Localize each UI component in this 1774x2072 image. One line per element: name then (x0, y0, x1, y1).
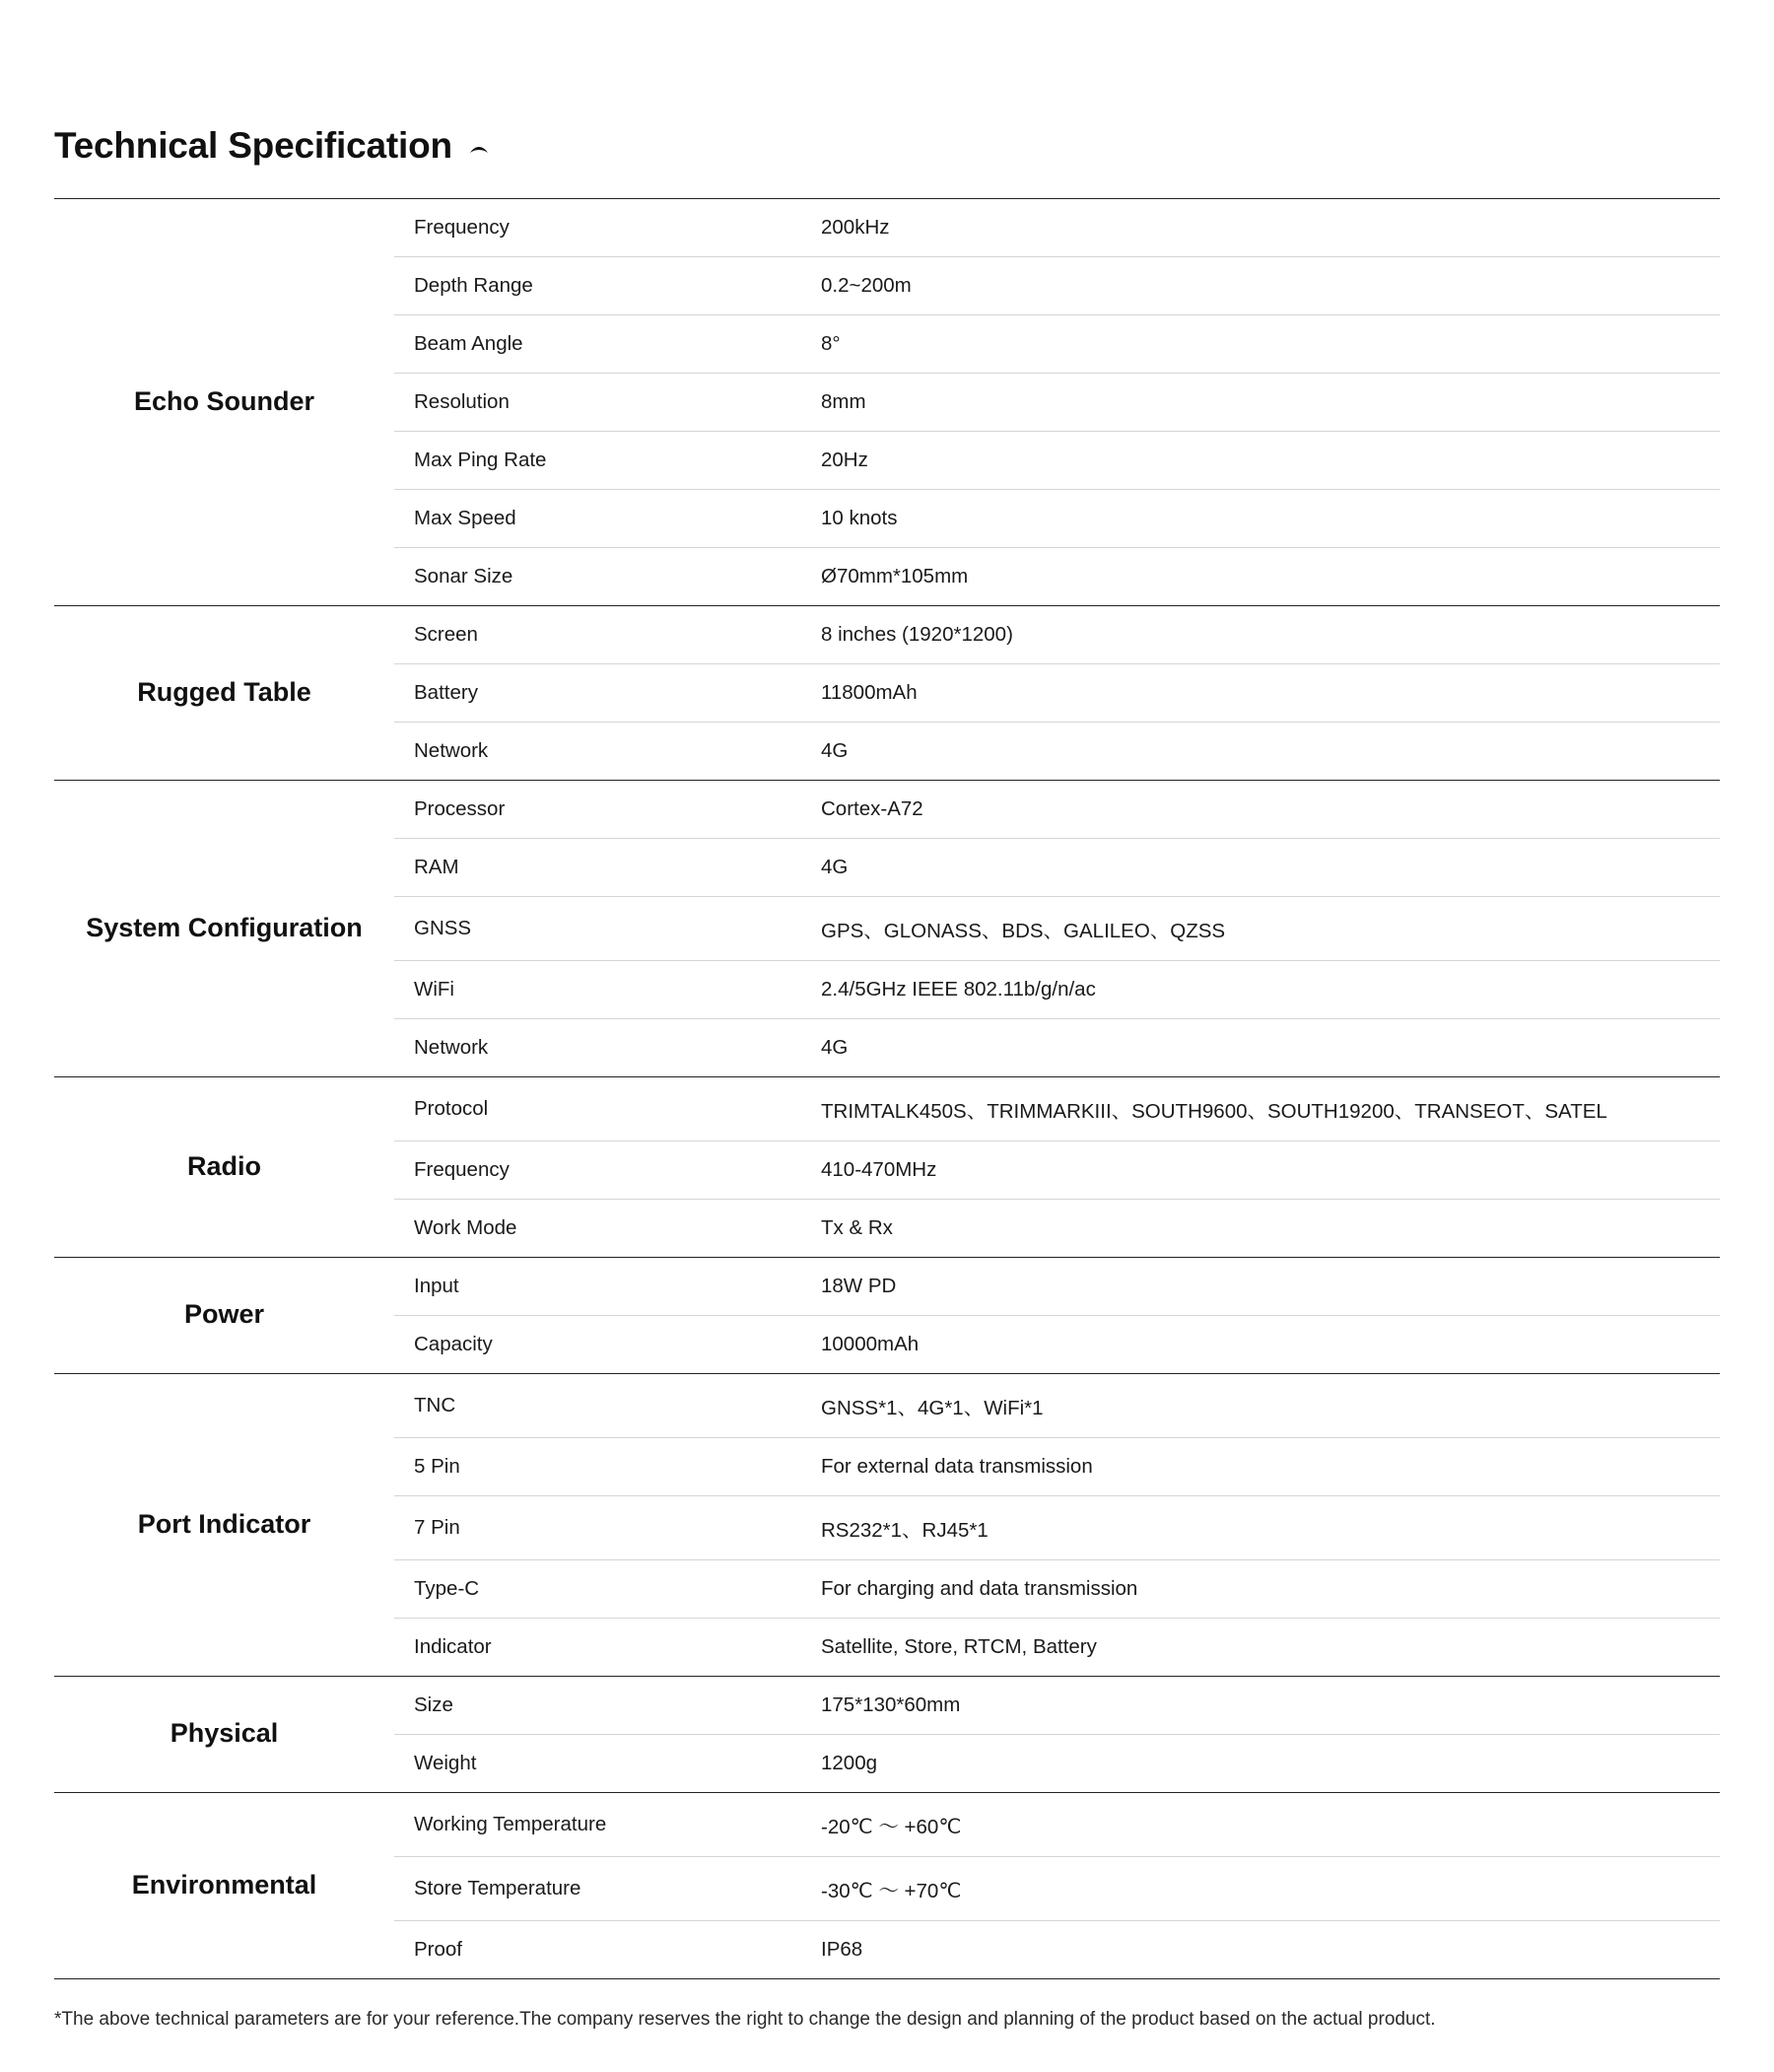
spec-value: For external data transmission (803, 1437, 1720, 1495)
spec-value: 11800mAh (803, 663, 1720, 722)
spec-name: Resolution (394, 373, 803, 431)
spec-name: GNSS (394, 896, 803, 960)
spec-value: 8 inches (1920*1200) (803, 605, 1720, 663)
spec-value: 175*130*60mm (803, 1676, 1720, 1734)
spec-value: RS232*1、RJ45*1 (803, 1495, 1720, 1559)
spec-value: 0.2~200m (803, 256, 1720, 314)
footnote: *The above technical parameters are for your reference.The company reserves the right to change the design and planning of the product based on the actual product. (54, 2008, 1436, 2030)
category-label: Physical (54, 1676, 394, 1792)
category-label: Port Indicator (54, 1373, 394, 1676)
spec-name: Frequency (394, 1140, 803, 1199)
spec-name: Work Mode (414, 1215, 517, 1239)
spec-name: Weight (414, 1751, 477, 1774)
spec-value: 18W PD (803, 1257, 1720, 1315)
spec-name: Proof (414, 1937, 462, 1961)
spec-name: Depth Range (394, 256, 803, 314)
spec-name: Indicator (414, 1634, 492, 1658)
spec-value: 8mm (803, 373, 1720, 431)
spec-value: GPS、GLONASS、BDS、GALILEO、QZSS (803, 896, 1720, 960)
spec-value: 20Hz (803, 431, 1720, 489)
caret-up-icon[interactable] (466, 136, 492, 162)
spec-name: Processor (394, 780, 803, 838)
table-row (54, 1257, 1720, 1315)
spec-value: GNSS*1、4G*1、WiFi*1 (803, 1373, 1720, 1437)
table-row (54, 780, 1720, 838)
spec-name: Sonar Size (414, 564, 513, 587)
category-label: Power (54, 1257, 394, 1373)
spec-name: Size (394, 1676, 803, 1734)
spec-name: Frequency (394, 198, 803, 256)
table-row (54, 605, 1720, 663)
category-label: System Configuration (54, 780, 394, 1076)
table-row (54, 198, 1720, 256)
spec-name: Input (394, 1257, 803, 1315)
spec-name: RAM (394, 838, 803, 896)
table-row (54, 1373, 1720, 1437)
spec-name: Protocol (394, 1076, 803, 1140)
spec-value: 410-470MHz (803, 1140, 1720, 1199)
table-row (54, 1792, 1720, 1856)
spec-value: 4G (821, 1035, 849, 1059)
spec-name: 5 Pin (394, 1437, 803, 1495)
section-header[interactable] (54, 0, 1720, 167)
spec-name: Store Temperature (394, 1856, 803, 1920)
spec-value: -20℃ ～ +60℃ (803, 1792, 1720, 1856)
spec-name: Max Ping Rate (394, 431, 803, 489)
spec-value: -30℃ ～ +70℃ (803, 1856, 1720, 1920)
spec-value: 200kHz (803, 198, 1720, 256)
spec-name: Network (414, 738, 489, 762)
spec-name: TNC (394, 1373, 803, 1437)
spec-name: Capacity (414, 1332, 493, 1355)
spec-value: 4G (821, 738, 849, 762)
spec-value: 8° (803, 314, 1720, 373)
table-row (54, 1076, 1720, 1140)
spec-value: Satellite, Store, RTCM, Battery (821, 1634, 1097, 1658)
spec-value: Ø70mm*105mm (821, 564, 969, 587)
spec-name: WiFi (394, 960, 803, 1018)
spec-name: Battery (394, 663, 803, 722)
category-label: Radio (54, 1076, 394, 1257)
spec-value: 10 knots (803, 489, 1720, 547)
spec-name: Screen (394, 605, 803, 663)
spec-name: Working Temperature (394, 1792, 803, 1856)
spec-value: 10000mAh (821, 1332, 920, 1355)
spec-name: Max Speed (394, 489, 803, 547)
category-label: Rugged Table (54, 605, 394, 780)
specification-table (54, 198, 1720, 1978)
spec-value: For charging and data transmission (803, 1559, 1720, 1618)
spec-value: Cortex-A72 (803, 780, 1720, 838)
spec-value: TRIMTALK450S、TRIMMARKIII、SOUTH9600、SOUTH19200、TRANSEOT、SATEL (803, 1076, 1720, 1140)
spec-value: 1200g (821, 1751, 878, 1774)
table-row (54, 1676, 1720, 1734)
spec-name: Beam Angle (394, 314, 803, 373)
spec-value: Tx & Rx (821, 1215, 893, 1239)
spec-name: Network (414, 1035, 489, 1059)
page-title: Technical Specification (54, 125, 452, 166)
spec-value: 2.4/5GHz IEEE 802.11b/g/n/ac (803, 960, 1720, 1018)
spec-value: IP68 (821, 1937, 863, 1961)
spec-value: 4G (803, 838, 1720, 896)
spec-name: Type-C (394, 1559, 803, 1618)
category-label: Echo Sounder (54, 198, 394, 605)
spec-name: 7 Pin (394, 1495, 803, 1559)
category-label: Environmental (54, 1792, 394, 1978)
table-body (54, 198, 1720, 1978)
